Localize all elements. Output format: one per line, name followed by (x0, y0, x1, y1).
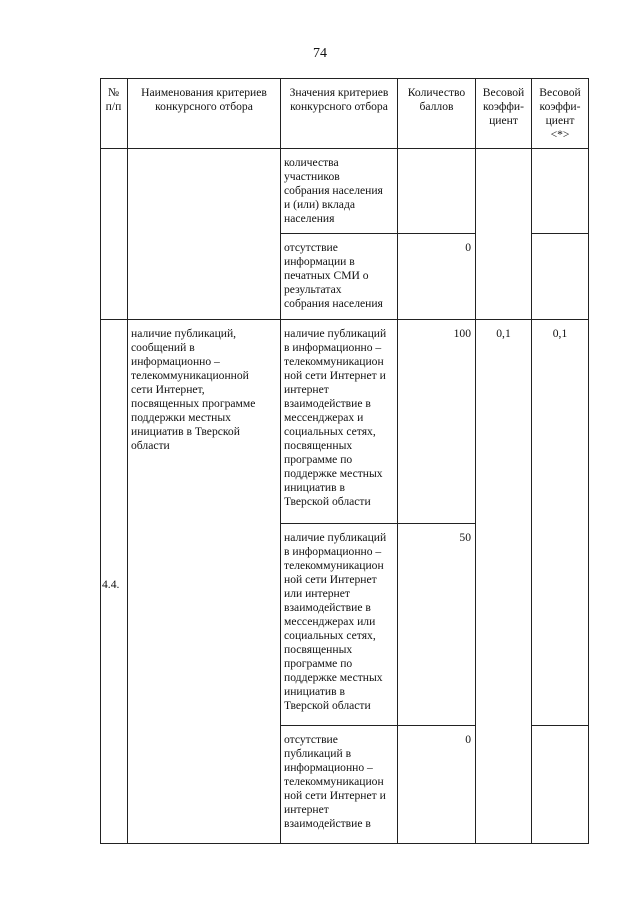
cell-line: телекоммуникацион (284, 355, 384, 368)
cell-line: публикаций в (284, 747, 352, 760)
cell-line: телекоммуникацион (284, 775, 384, 788)
column-divider (280, 78, 281, 844)
row-divider (531, 725, 588, 726)
cell-line: и (или) вклада (284, 198, 356, 211)
cell-line: инициатив в Тверской (131, 425, 240, 438)
header-weight-star (532, 86, 588, 142)
criterion-points-1: 100 (453, 327, 471, 340)
cell-line: области (131, 439, 170, 452)
cell-line: посвященных (284, 643, 353, 656)
cell-line: наличие публикаций (284, 327, 387, 340)
criterion-top-line (100, 319, 588, 320)
header-text: коэффи- (539, 100, 581, 113)
cell-line: ной сети Интернет и (284, 789, 386, 802)
cell-line: отсутствие (284, 733, 338, 746)
continuation-points-2: 0 (465, 241, 471, 254)
continuation-value-1 (284, 156, 396, 226)
cell-line: интернет (284, 803, 329, 816)
header-text: <*> (550, 128, 570, 141)
header-text: конкурсного отбора (290, 100, 388, 113)
header-text: п/п (105, 100, 122, 113)
cell-line: населения (284, 212, 335, 225)
cell-line: или интернет (284, 587, 350, 600)
header-weight (476, 86, 531, 128)
cell-line: количества (284, 156, 339, 169)
cell-line: программе по (284, 453, 353, 466)
cell-line: информационно – (284, 761, 373, 774)
cell-line: поддержке местных (284, 671, 383, 684)
row-divider (280, 725, 475, 726)
header-num (100, 86, 127, 114)
cell-line: в информационно – (284, 545, 382, 558)
row-divider (280, 233, 475, 234)
header-criterion-values (281, 86, 397, 114)
header-text: Значения критериев (289, 86, 389, 99)
column-divider (531, 78, 532, 844)
cell-line: сообщений в (131, 341, 195, 354)
cell-line: взаимодействие в (284, 601, 371, 614)
criterion-points-2: 50 (459, 531, 471, 544)
cell-line: наличие публикаций, (131, 327, 237, 340)
row-divider (531, 233, 588, 234)
cell-line: Тверской области (284, 699, 371, 712)
cell-line: посвященных программе (131, 397, 256, 410)
header-bottom-line (100, 148, 588, 149)
header-text: Наименования критериев (141, 86, 267, 99)
table-border-right (588, 78, 589, 844)
header-text: циент (489, 114, 518, 127)
table-border-bottom (100, 843, 588, 844)
table-border-left (100, 78, 101, 844)
continuation-value-2 (284, 241, 396, 311)
cell-line: участников (284, 170, 340, 183)
criterion-number: 4.4. (102, 578, 120, 591)
cell-line: информации в (284, 255, 355, 268)
cell-line: Тверской области (284, 495, 371, 508)
cell-line: собрания населения (284, 184, 383, 197)
header-text: Количество (407, 86, 466, 99)
page-number: 74 (313, 46, 327, 61)
cell-line: поддержке местных (284, 467, 383, 480)
cell-line: ной сети Интернет и (284, 369, 386, 382)
header-criterion-name (128, 86, 280, 114)
header-text: циент (545, 114, 575, 127)
cell-line: в информационно – (284, 341, 382, 354)
column-divider (127, 78, 128, 844)
cell-line: ной сети Интернет (284, 573, 377, 586)
criterion-value-1 (284, 327, 396, 509)
header-text: конкурсного отбора (155, 100, 253, 113)
cell-line: инициатив в (284, 685, 345, 698)
table-border-top (100, 78, 588, 79)
criterion-points-3: 0 (465, 733, 471, 746)
header-text: баллов (419, 100, 454, 113)
cell-line: поддержки местных (131, 411, 231, 424)
cell-line: взаимодействие в (284, 817, 371, 830)
cell-line: информационно – (131, 355, 220, 368)
criterion-value-2 (284, 531, 396, 713)
cell-line: мессенджерах и (284, 411, 364, 424)
cell-line: мессенджерах или (284, 615, 376, 628)
criterion-weight: 0,1 (496, 327, 511, 340)
cell-line: интернет (284, 383, 329, 396)
cell-line: сети Интернет, (131, 383, 205, 396)
header-text: Весовой (482, 86, 525, 99)
cell-line: телекоммуникацион (284, 559, 384, 572)
cell-line: социальных сетях, (284, 425, 376, 438)
row-divider (280, 523, 475, 524)
cell-line: инициатив в (284, 481, 345, 494)
criterion-name (131, 327, 279, 453)
cell-line: взаимодействие в (284, 397, 371, 410)
cell-line: телекоммуникационной (131, 369, 249, 382)
cell-line: результатах (284, 283, 342, 296)
criterion-value-3 (284, 733, 396, 831)
cell-line: печатных СМИ о (284, 269, 369, 282)
header-points (398, 86, 475, 114)
cell-line: отсутствие (284, 241, 338, 254)
column-divider (475, 78, 476, 844)
cell-line: собрания населения (284, 297, 383, 310)
cell-line: посвященных (284, 439, 353, 452)
header-text: № (107, 86, 120, 99)
cell-line: наличие публикаций (284, 531, 387, 544)
cell-line: программе по (284, 657, 353, 670)
header-text: коэффи- (483, 100, 524, 113)
header-text: Весовой (539, 86, 581, 99)
cell-line: социальных сетях, (284, 629, 376, 642)
criterion-weight-star: 0,1 (552, 327, 568, 340)
column-divider (397, 78, 398, 844)
